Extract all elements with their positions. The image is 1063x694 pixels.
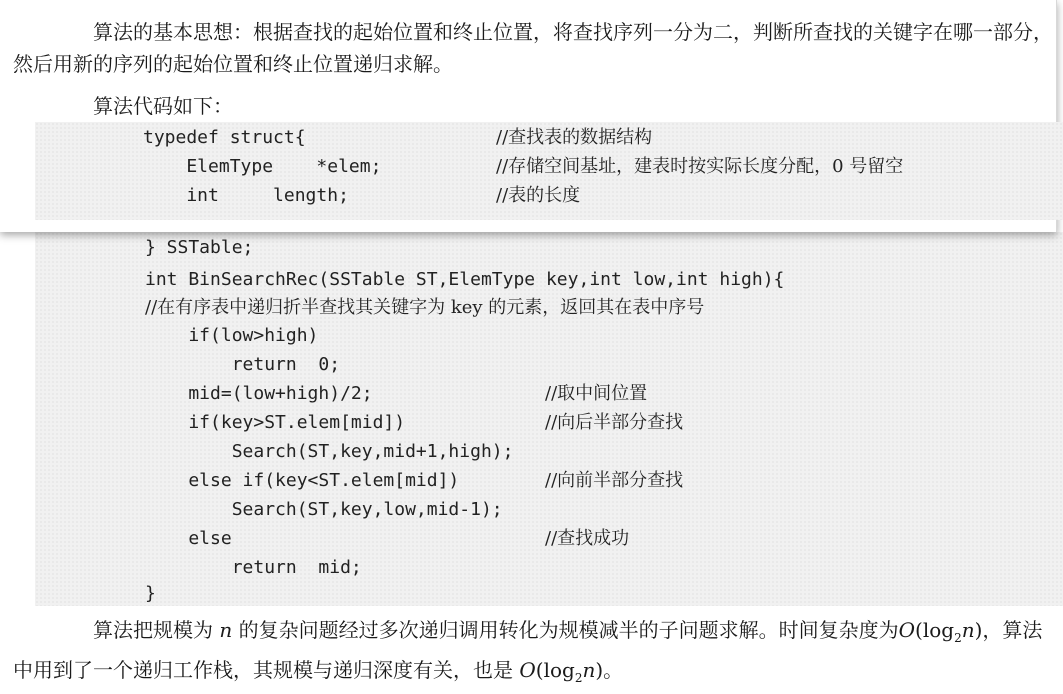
text-run: ) bbox=[974, 618, 983, 642]
math-var: O bbox=[898, 618, 916, 642]
code-line: if(low>high) bbox=[145, 325, 319, 346]
code-comment: //取中间位置 bbox=[545, 383, 648, 404]
code-line: else if(key<ST.elem[mid]) bbox=[145, 470, 460, 491]
code-line: else bbox=[145, 528, 232, 549]
code-line: typedef struct{ bbox=[143, 127, 306, 148]
text-run: ) bbox=[595, 658, 604, 682]
text-run: (log bbox=[535, 658, 575, 682]
text-run: 算法把规模为 bbox=[93, 618, 220, 642]
text-run: (log bbox=[915, 618, 955, 642]
code-line: } bbox=[145, 583, 156, 604]
code-intro-label: 算法代码如下： bbox=[93, 94, 233, 118]
function-code-block bbox=[35, 232, 1063, 606]
struct-code-block bbox=[35, 122, 1063, 220]
math-var: n bbox=[582, 658, 596, 682]
math-var: O bbox=[519, 658, 536, 682]
complexity-analysis-paragraph bbox=[13, 614, 1058, 694]
math-var: n bbox=[961, 618, 975, 642]
code-line: return 0; bbox=[145, 354, 341, 375]
code-comment: //向后半部分查找 bbox=[545, 412, 684, 433]
code-line: mid=(low+high)/2; bbox=[145, 383, 373, 404]
code-line: ElemType *elem; bbox=[143, 156, 382, 177]
math-subscript: 2 bbox=[574, 671, 583, 685]
code-comment: //表的长度 bbox=[496, 185, 581, 206]
code-comment: //查找表的数据结构 bbox=[496, 127, 653, 148]
code-line: Search(ST,key,low,mid-1); bbox=[145, 499, 503, 520]
code-comment-line: //在有序表中递归折半查找其关键字为 key 的元素，返回其在表中序号 bbox=[145, 297, 705, 318]
code-comment: //查找成功 bbox=[545, 528, 630, 549]
math-subscript: 2 bbox=[954, 631, 962, 645]
code-line: int length; bbox=[143, 185, 349, 206]
code-line: if(key>ST.elem[mid]) bbox=[145, 412, 406, 433]
code-line: } SSTable; bbox=[145, 237, 254, 258]
math-var: n bbox=[219, 618, 233, 642]
overlay-panel bbox=[0, 0, 1057, 232]
code-comment: //存储空间基址，建表时按实际长度分配，0 号留空 bbox=[496, 156, 904, 177]
code-comment: //向前半部分查找 bbox=[545, 470, 684, 491]
algorithm-idea-paragraph: 算法的基本思想：根据查找的起始位置和终止位置，将查找序列一分为二，判断所查找的关键字在哪一部分，然后用新的序列的起始位置和终止位置递归求解。 bbox=[13, 20, 1053, 76]
code-line: int BinSearchRec(SSTable ST,ElemType key,int low,int high){ bbox=[145, 269, 785, 290]
text-run: ，算法中用到了一个递归工作栈，其规模与递归深度有关，也是 bbox=[13, 618, 1043, 682]
text-run: 。 bbox=[603, 658, 624, 682]
code-line: return mid; bbox=[145, 557, 362, 578]
text-run: 的复杂问题经过多次递归调用转化为规模减半的子问题求解。时间复杂度为 bbox=[232, 618, 899, 642]
code-line: Search(ST,key,mid+1,high); bbox=[145, 441, 514, 462]
